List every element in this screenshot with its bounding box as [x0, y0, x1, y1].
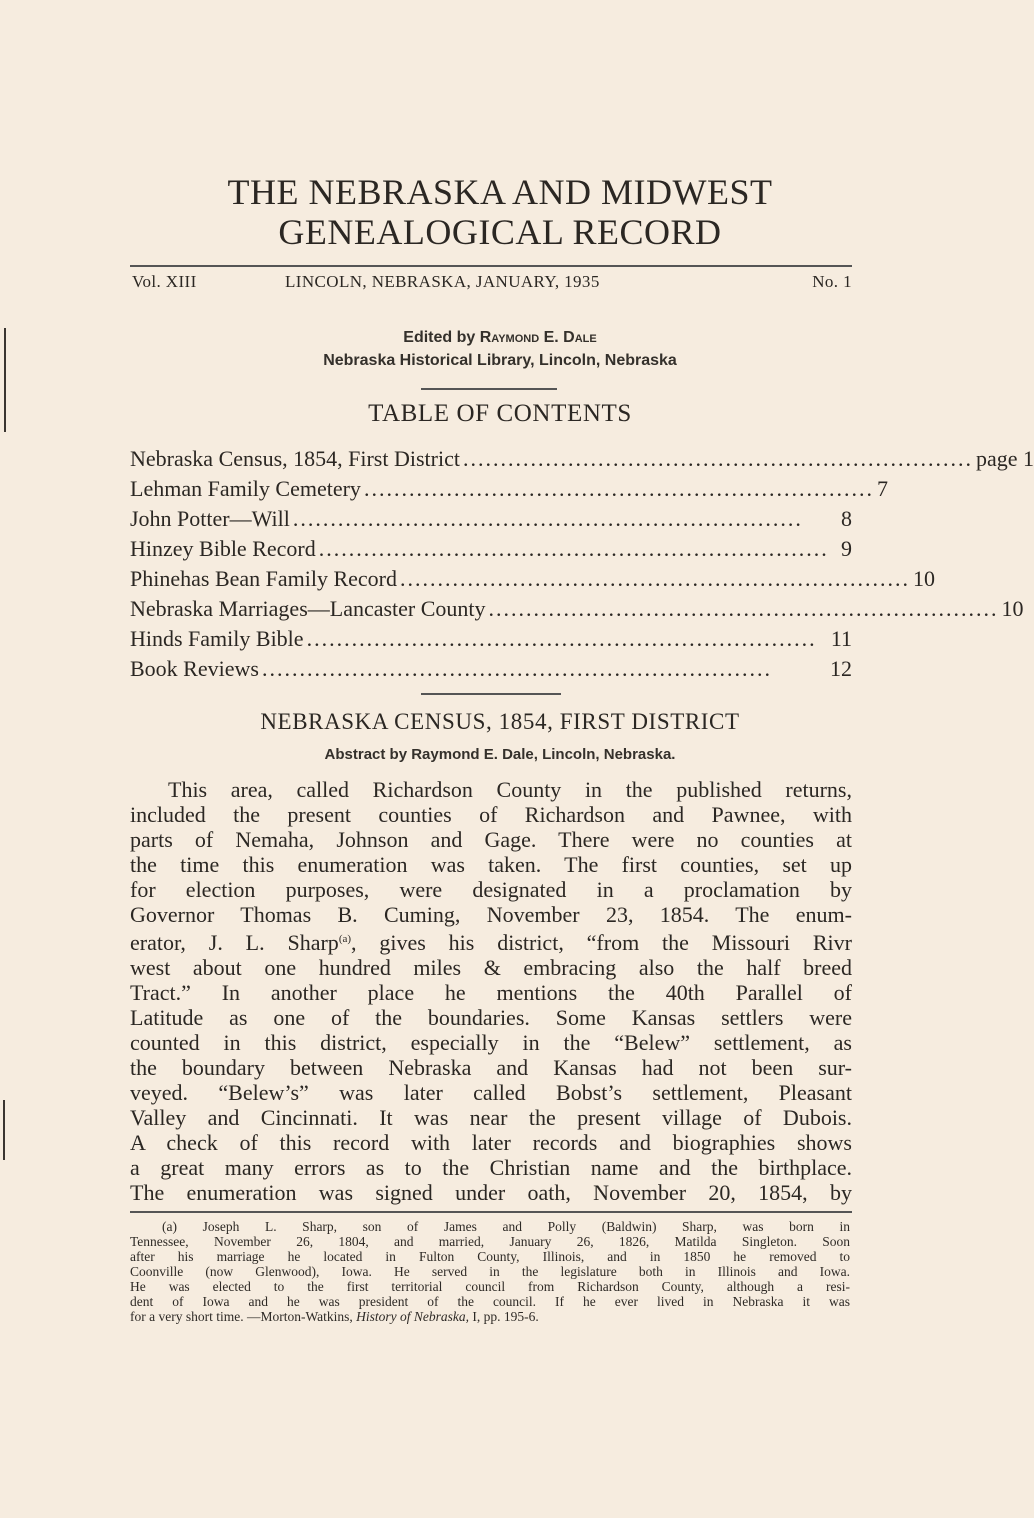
toc-leader-dots: ....................................................................	[292, 506, 803, 531]
body-line: Governor Thomas B. Cuming, November 23, 1854. The enum-	[130, 901, 852, 927]
toc-entry	[130, 444, 1034, 474]
footnote-line: after his marriage he located in Fulton County, Illinois, and in 1850 he removed to	[130, 1249, 850, 1264]
toc-entry-page: page 1	[975, 446, 1034, 471]
footnote-line-part: for a very short time. —Morton-Watkins,	[130, 1309, 357, 1324]
body-line: the boundary between Nebraska and Kansas had not been sur-	[130, 1054, 852, 1080]
place-date: LINCOLN, NEBRASKA, JANUARY, 1935	[285, 272, 600, 291]
toc-entry-page: 11	[830, 626, 852, 651]
masthead-top-rule	[130, 265, 852, 267]
toc-leader-dots: ....................................................................	[400, 566, 911, 591]
article-body	[130, 778, 852, 1205]
citation-rest: I, pp. 195-6.	[469, 1309, 539, 1324]
toc-entry-page: 10	[1001, 596, 1024, 621]
toc-entry-title: Phinehas Bean Family Record	[130, 566, 398, 591]
footnote-rule	[130, 1211, 852, 1213]
body-line: veyed. “Belew’s” was later called Bobst’s settlement, Pleasant	[130, 1079, 852, 1105]
body-line-part: erator, J. L. Sharp	[130, 930, 339, 956]
editor-name: Raymond E. Dale	[479, 329, 597, 346]
left-edge-mark-lower	[3, 1100, 5, 1160]
article-heading: NEBRASKA CENSUS, 1854, FIRST DISTRICT	[260, 709, 740, 734]
toc-leader-dots: ....................................................................	[488, 596, 999, 621]
toc-entry-page: 7	[876, 476, 888, 501]
editor-affiliation: Nebraska Historical Library, Lincoln, Nebraska	[323, 352, 677, 369]
toc-leader-dots: ....................................................................	[363, 476, 874, 501]
toc-entry-title: Book Reviews	[130, 656, 259, 681]
journal-title	[140, 172, 860, 252]
toc-entry	[130, 654, 852, 684]
body-line-with-footnote	[130, 927, 852, 956]
journal-title-line2: GENEALOGICAL RECORD	[278, 212, 722, 252]
toc-entry-page: 10	[913, 566, 936, 591]
body-line: for election purposes, were designated in a proclamation by	[130, 876, 852, 902]
toc-leader-dots: ....................................................................	[462, 446, 973, 471]
toc-entry-page: 9	[841, 536, 852, 561]
body-line: the time this enumeration was taken. The first counties, set up	[130, 851, 852, 877]
body-line: Valley and Cincinnati. It was near the present village of Dubois.	[130, 1104, 852, 1130]
toc-entry	[130, 474, 888, 504]
toc-leader-dots: ....................................................................	[318, 536, 829, 561]
article-byline: Abstract by Raymond E. Dale, Lincoln, Nebraska.	[324, 746, 676, 763]
footnote-reference: (a)	[338, 933, 352, 946]
body-line: The enumeration was signed under oath, November 20, 1854, by	[130, 1179, 852, 1205]
left-edge-mark	[4, 328, 6, 432]
toc-entry-title: Nebraska Census, 1854, First District	[130, 446, 460, 471]
body-line: counted in this district, especially in the “Belew” settlement, as	[130, 1030, 852, 1056]
body-line: included the present counties of Richardson and Pawnee, with	[130, 801, 852, 827]
toc-entry-page: 12	[830, 656, 852, 681]
editor-prefix: Edited by	[403, 329, 476, 346]
citation-title: History of Nebraska,	[356, 1309, 469, 1324]
volume-label: Vol. XIII	[132, 272, 197, 291]
toc-entry	[130, 504, 852, 534]
toc-entry-title: Hinzey Bible Record	[130, 536, 316, 561]
issue-number: No. 1	[812, 272, 852, 291]
toc-entry	[130, 564, 936, 594]
footnote-line: Coonville (now Glenwood), Iowa. He served in the legislature both in Illinois and Iowa.	[130, 1264, 850, 1279]
footnote	[130, 1219, 850, 1324]
toc-entry	[130, 624, 852, 654]
toc-leader-dots: ....................................................................	[306, 626, 817, 651]
toc-entry-page: 8	[841, 506, 852, 531]
toc-leader-dots: ....................................................................	[261, 656, 772, 681]
footnote-line: Tennessee, November 26, 1804, and married, January 26, 1826, Matilda Singleton. Soon	[130, 1234, 850, 1249]
body-line: a great many errors as to the Christian name and the birthplace.	[130, 1154, 852, 1180]
editor-block	[140, 326, 860, 372]
section-divider	[421, 693, 561, 695]
body-line: parts of Nemaha, Johnson and Gage. There were no counties at	[130, 826, 852, 852]
toc-divider	[421, 388, 557, 390]
body-line: A check of this record with later records and biographies shows	[130, 1129, 852, 1155]
editor-line	[140, 326, 860, 349]
toc-entry-title: Hinds Family Bible	[130, 626, 304, 651]
footnote-line: (a) Joseph L. Sharp, son of James and Polly (Baldwin) Sharp, was born in	[162, 1219, 850, 1234]
footnote-line: He was elected to the first territorial council from Richardson County, although a resi-	[130, 1279, 850, 1294]
footnote-citation-line	[130, 1309, 850, 1324]
journal-title-line1: THE NEBRASKA AND MIDWEST	[227, 172, 773, 212]
body-line: Tract.” In another place he mentions the 40th Parallel of	[130, 980, 852, 1006]
toc-entry-title: John Potter—Will	[130, 506, 290, 531]
toc-heading: TABLE OF CONTENTS	[368, 400, 632, 427]
toc-entry	[130, 594, 1024, 624]
table-of-contents	[130, 444, 1034, 684]
masthead	[130, 272, 852, 294]
footnote-line: dent of Iowa and he was president of the council. If he ever lived in Nebraska it was	[130, 1294, 850, 1309]
body-line-part: , gives his district, “from the Missouri Rivr	[351, 930, 852, 956]
toc-entry-title: Lehman Family Cemetery	[130, 476, 361, 501]
body-line: west about one hundred miles & embracing also the half breed	[130, 955, 852, 981]
toc-entry-title: Nebraska Marriages—Lancaster County	[130, 596, 486, 621]
body-line: This area, called Richardson County in the published returns,	[168, 777, 852, 802]
body-line: Latitude as one of the boundaries. Some Kansas settlers were	[130, 1005, 852, 1031]
toc-entry	[130, 534, 852, 564]
